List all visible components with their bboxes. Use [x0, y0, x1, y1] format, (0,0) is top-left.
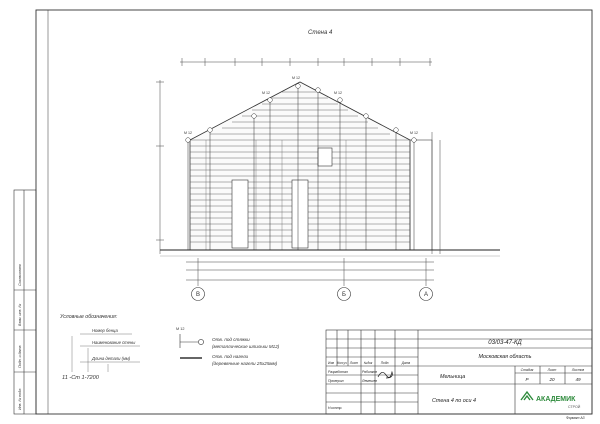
stage-header: Стадия [520, 368, 534, 372]
legend-beam-length: Длина детали (мм) [92, 356, 131, 361]
side-stamp-inv: Инв. № подл. [18, 387, 22, 410]
col-header-qty: Кол.уч [337, 361, 347, 365]
door-opening-center [292, 180, 308, 248]
tie-rod-tag: М 12 [410, 131, 418, 135]
project-name: Мельница [440, 374, 466, 380]
axis-label-b: Б [342, 292, 346, 298]
tie-rod-tag: М 12 [184, 131, 192, 135]
tie-rod-tag: М 12 [334, 91, 342, 95]
col-header-sign: Подп. [380, 361, 390, 365]
logo-text: АКАДЕМИК [536, 396, 576, 403]
legend-beam-tag: М 12 [176, 327, 185, 331]
stage-value: Р [525, 377, 529, 382]
legend-dowel-hole-1: Отв. под нагели [212, 354, 249, 359]
paper-format: Формат А3 [566, 416, 585, 420]
sheets-header: Листов [571, 368, 585, 372]
col-header-sheet: Лист [349, 361, 359, 365]
legend-heading: Условные обозначения: [60, 314, 118, 320]
drawing-title: Стена 4 [308, 30, 333, 36]
sheets-value: 49 [575, 377, 581, 382]
role-developer: Разработал [328, 370, 348, 374]
sheet-value: 20 [549, 377, 555, 382]
axis-label-v: В [195, 292, 201, 298]
legend-crown-number: Номер бенца [92, 328, 118, 333]
developer-name: Рябинков [362, 370, 377, 374]
axis-label-a: А [423, 292, 429, 298]
legend-tie-hole-2: (металлические шпильки М12) [212, 344, 280, 349]
doc-code: 03/03-47-КД [488, 340, 522, 346]
col-header-date: Дата [401, 361, 411, 365]
side-stamp-agreed: Согласовано [18, 264, 22, 286]
checker-name: Лемешев [362, 379, 377, 383]
tie-rod-tag: М 12 [292, 76, 300, 80]
legend-dowel-hole-2: (деревянные нагели 25х25мм) [212, 361, 278, 366]
role-norm: Н.контр. [328, 406, 343, 410]
sheet-header: Лист [547, 368, 557, 372]
legend-wall-name: Наименование стены [92, 340, 136, 345]
tie-rod-tag: М 12 [262, 91, 270, 95]
col-header-change: Изм [328, 361, 334, 365]
role-checker: Проверил [328, 379, 344, 383]
side-stamp-replace: Взам. инв. № [18, 303, 22, 326]
region: Московская область [478, 354, 532, 360]
side-stamp-sign-date: Подп. и дата [18, 345, 22, 368]
sheet-title: Стена 4 по оси 4 [432, 398, 476, 404]
tie-hole-symbol [198, 339, 203, 344]
legend-tie-hole-1: Отв. под стяжки [212, 337, 250, 342]
door-opening-left [232, 180, 248, 248]
logo-sub: СТРОЙ [568, 405, 581, 409]
window-opening [318, 148, 332, 166]
col-header-doc: №док [363, 361, 373, 365]
legend-example-mark: 11 -Ст 1-7200 [62, 375, 99, 381]
